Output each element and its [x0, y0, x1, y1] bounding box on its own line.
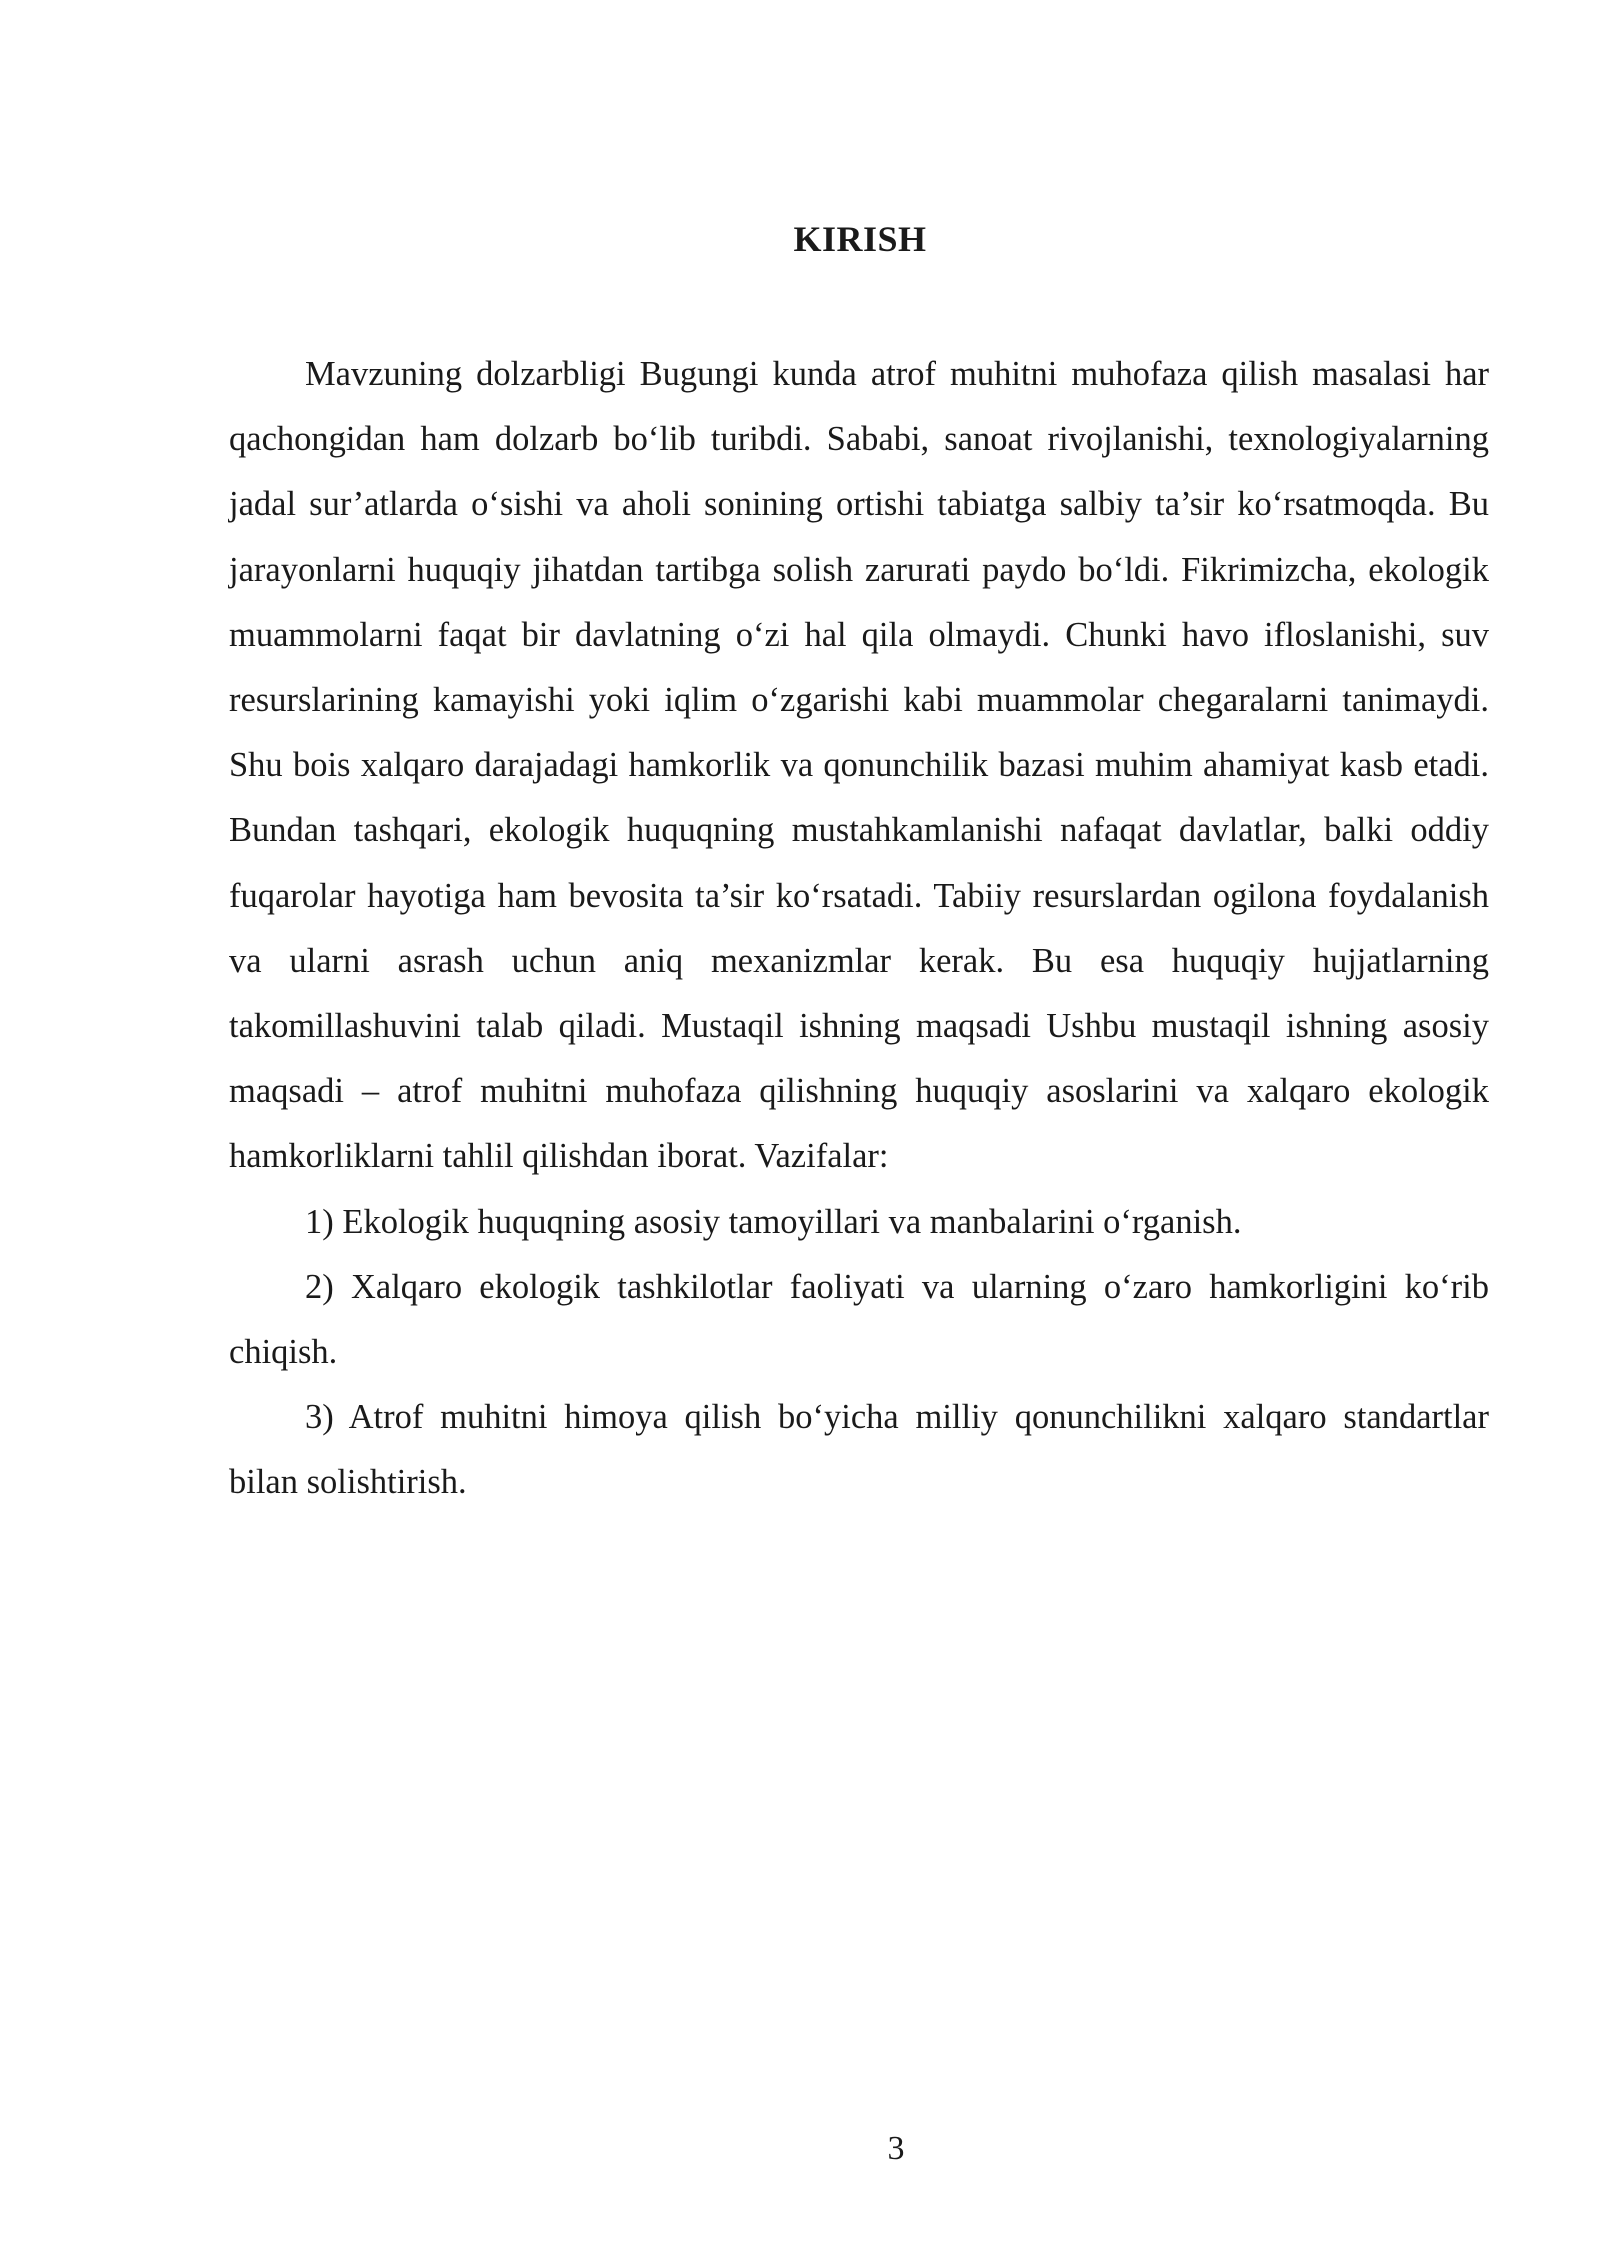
section-title: KIRISH — [793, 219, 927, 259]
intro-paragraph: Mavzuning dolzarbligi Bugungi kunda atrof muhitni muhofaza qilish masalasi har qachongidan ham dolzarb bo‘lib turibdi. Sababi, sanoat rivojlanishi, texnologiyalarning jadal sur’atlarda o‘sishi va aholi sonining ortishi tabiatga salbiy ta’sir ko‘rsatmoqda. Bu jarayonlarni huquqiy jihatdan tartibga solish zarurati paydo bo‘ldi. Fikrimizcha, ekologik muammolarni faqat bir davlatning o‘zi hal qila olmaydi. Chunki havo ifloslanishi, suv resurslarining kamayishi yoki iqlim o‘zgarishi kabi muammolar chegaralarni tanimaydi. Shu bois xalqaro darajadagi hamkorlik va qonunchilik bazasi muhim ahamiyat kasb etadi. Bundan tashqari, ekologik huquqning mustahkamlanishi nafaqat davlatlar, balki oddiy fuqarolar hayotiga ham bevosita ta’sir ko‘rsatadi. Tabiiy resurslardan ogilona foydalanish va ularni asrash uchun aniq mexanizmlar kerak. Bu esa huquqiy hujjatlarning takomillashuvini talab qiladi. Mustaqil ishning maqsadi Ushbu mustaqil ishning asosiy maqsadi – atrof muhitni muhofaza qilishning huquqiy asoslarini va xalqaro ekologik hamkorliklarni tahlil qilishdan iborat. Vazifalar: — [229, 355, 1489, 1176]
body-text — [229, 342, 1489, 1516]
task-item-3: 3) Atrof muhitni himoya qilish bo‘yicha milliy qonunchilikni xalqaro standartlar bilan solishtirish. — [229, 1398, 1489, 1502]
task-item-1: 1) Ekologik huquqning asosiy tamoyillari va manbalarini o‘rganish. — [305, 1202, 1242, 1241]
task-item-2: 2) Xalqaro ekologik tashkilotlar faoliyati va ularning o‘zaro hamkorligini ko‘rib chiqish. — [229, 1267, 1489, 1372]
page-number: 3 — [887, 2130, 905, 2167]
